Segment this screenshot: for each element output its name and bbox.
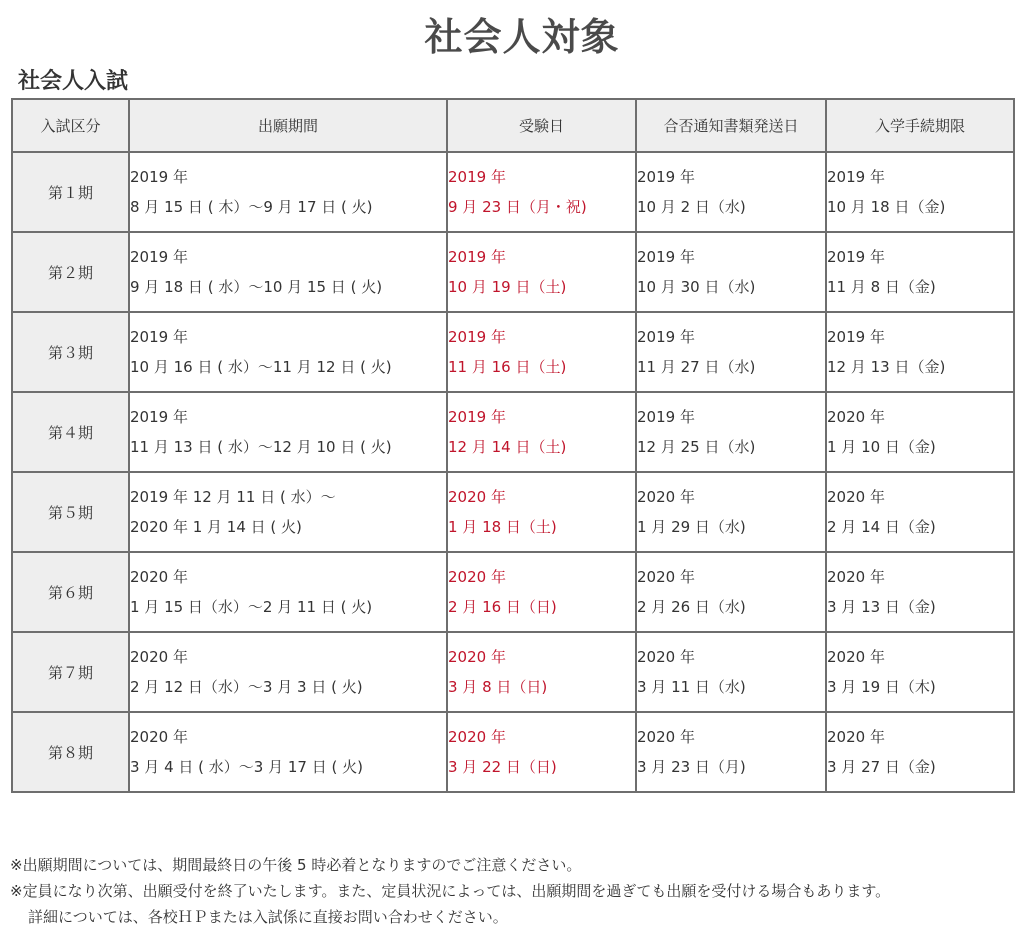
- application-cell: [129, 712, 447, 792]
- cell-line: 12 月 13 日（金): [827, 358, 946, 376]
- deadline-cell: [826, 632, 1014, 712]
- term-cell: 第１期: [12, 152, 129, 232]
- cell-line: 8 月 15 日 ( 木）～9 月 17 日 ( 火): [130, 198, 373, 216]
- cell-line: 2019 年: [637, 168, 695, 186]
- notification-cell: [636, 632, 826, 712]
- term-cell: 第８期: [12, 712, 129, 792]
- cell-line: 9 月 18 日 ( 水）～10 月 15 日 ( 火): [130, 278, 383, 296]
- table-row: [12, 712, 1014, 792]
- cell-line: 2020 年: [448, 648, 506, 666]
- table-row: [12, 232, 1014, 312]
- note-capacity: ※定員になり次第、出願受付を終了いたします。また、定員状況によっては、出願期間を過ぎても出願を受付ける場合もあります。: [10, 882, 891, 900]
- application-cell: [129, 312, 447, 392]
- cell-line: 3 月 4 日 ( 水）～3 月 17 日 ( 火): [130, 758, 363, 776]
- deadline-cell: [826, 552, 1014, 632]
- header-notification-date: 合否通知書類発送日: [636, 99, 826, 152]
- table-row: [12, 392, 1014, 472]
- deadline-cell: [826, 152, 1014, 232]
- cell-line: 2019 年: [448, 248, 506, 266]
- exam-cell: [447, 232, 636, 312]
- cell-line: 2020 年: [130, 728, 188, 746]
- table-header-row: [12, 99, 1014, 152]
- cell-line: 2019 年 12 月 11 日 ( 水）～: [130, 488, 336, 506]
- exam-cell: [447, 712, 636, 792]
- cell-line: 2 月 26 日（水): [637, 598, 746, 616]
- cell-line: 10 月 19 日（土): [448, 278, 567, 296]
- header-term: 入試区分: [12, 99, 129, 152]
- cell-line: 11 月 16 日（土): [448, 358, 567, 376]
- cell-line: 11 月 27 日（水): [637, 358, 756, 376]
- cell-line: 2020 年: [827, 568, 885, 586]
- cell-line: 2020 年: [827, 488, 885, 506]
- exam-cell: [447, 152, 636, 232]
- cell-line: 2 月 14 日（金): [827, 518, 936, 536]
- notification-cell: [636, 152, 826, 232]
- cell-line: 2019 年: [637, 248, 695, 266]
- deadline-cell: [826, 232, 1014, 312]
- cell-line: 2020 年: [637, 648, 695, 666]
- exam-cell: [447, 392, 636, 472]
- cell-line: 11 月 13 日 ( 水）～12 月 10 日 ( 火): [130, 438, 392, 456]
- cell-line: 2019 年: [637, 408, 695, 426]
- deadline-cell: [826, 392, 1014, 472]
- notification-cell: [636, 552, 826, 632]
- cell-line: 2020 年: [130, 568, 188, 586]
- cell-line: 3 月 13 日（金): [827, 598, 936, 616]
- deadline-cell: [826, 312, 1014, 392]
- exam-cell: [447, 632, 636, 712]
- cell-line: 2019 年: [130, 408, 188, 426]
- term-cell: 第３期: [12, 312, 129, 392]
- term-cell: 第５期: [12, 472, 129, 552]
- cell-line: 2020 年: [827, 728, 885, 746]
- notification-cell: [636, 392, 826, 472]
- cell-line: 3 月 27 日（金): [827, 758, 936, 776]
- cell-line: 1 月 10 日（金): [827, 438, 936, 456]
- cell-line: 2020 年: [637, 488, 695, 506]
- header-enrollment-deadline: 入学手続期限: [826, 99, 1014, 152]
- notification-cell: [636, 232, 826, 312]
- cell-line: 1 月 29 日（水): [637, 518, 746, 536]
- table-row: [12, 152, 1014, 232]
- exam-cell: [447, 312, 636, 392]
- cell-line: 2019 年: [827, 248, 885, 266]
- cell-line: 10 月 18 日（金): [827, 198, 946, 216]
- cell-line: 2019 年: [448, 408, 506, 426]
- cell-line: 12 月 14 日（土): [448, 438, 567, 456]
- application-cell: [129, 472, 447, 552]
- cell-line: 2020 年: [448, 728, 506, 746]
- header-application-period: 出願期間: [129, 99, 447, 152]
- cell-line: 9 月 23 日（月・祝): [448, 198, 587, 216]
- application-cell: [129, 552, 447, 632]
- cell-line: 2020 年: [827, 648, 885, 666]
- application-cell: [129, 632, 447, 712]
- cell-line: 2019 年: [448, 328, 506, 346]
- cell-line: 12 月 25 日（水): [637, 438, 756, 456]
- cell-line: 2019 年: [130, 248, 188, 266]
- deadline-cell: [826, 712, 1014, 792]
- cell-line: 2019 年: [448, 168, 506, 186]
- cell-line: 10 月 16 日 ( 水）～11 月 12 日 ( 火): [130, 358, 392, 376]
- term-cell: 第６期: [12, 552, 129, 632]
- header-exam-date: 受験日: [447, 99, 636, 152]
- cell-line: 2019 年: [637, 328, 695, 346]
- cell-line: 3 月 11 日（水): [637, 678, 746, 696]
- cell-line: 2019 年: [130, 168, 188, 186]
- notification-cell: [636, 472, 826, 552]
- table-row: [12, 552, 1014, 632]
- application-cell: [129, 392, 447, 472]
- table-row: [12, 632, 1014, 712]
- cell-line: 2019 年: [827, 168, 885, 186]
- cell-line: 2020 年: [130, 648, 188, 666]
- cell-line: 2020 年: [637, 568, 695, 586]
- cell-line: 2019 年: [827, 328, 885, 346]
- cell-line: 2020 年 1 月 14 日 ( 火): [130, 518, 302, 536]
- cell-line: 3 月 22 日（日): [448, 758, 557, 776]
- cell-line: 3 月 19 日（木): [827, 678, 936, 696]
- term-cell: 第７期: [12, 632, 129, 712]
- cell-line: 3 月 23 日（月): [637, 758, 746, 776]
- cell-line: 2 月 16 日（日): [448, 598, 557, 616]
- cell-line: 1 月 15 日（水）～2 月 11 日 ( 火): [130, 598, 373, 616]
- term-cell: 第２期: [12, 232, 129, 312]
- cell-line: 2 月 12 日（水）～3 月 3 日 ( 火): [130, 678, 363, 696]
- cell-line: 2019 年: [130, 328, 188, 346]
- deadline-cell: [826, 472, 1014, 552]
- section-title: 社会人入試: [18, 69, 129, 94]
- notes: [10, 852, 1015, 930]
- cell-line: 2020 年: [448, 488, 506, 506]
- term-cell: 第４期: [12, 392, 129, 472]
- application-cell: [129, 152, 447, 232]
- notification-cell: [636, 312, 826, 392]
- application-cell: [129, 232, 447, 312]
- note-deadline: ※出願期間については、期間最終日の午後 5 時必着となりますのでご注意ください。: [10, 856, 582, 874]
- cell-line: 10 月 30 日（水): [637, 278, 756, 296]
- cell-line: 1 月 18 日（土): [448, 518, 557, 536]
- notification-cell: [636, 712, 826, 792]
- schedule-table: [11, 98, 1015, 793]
- exam-cell: [447, 472, 636, 552]
- exam-cell: [447, 552, 636, 632]
- cell-line: 3 月 8 日（日): [448, 678, 548, 696]
- note-contact: 詳細については、各校ＨＰまたは入試係に直接お問い合わせください。: [28, 908, 508, 926]
- cell-line: 2020 年: [827, 408, 885, 426]
- table-row: [12, 312, 1014, 392]
- page-title: 社会人対象: [424, 15, 620, 59]
- table-row: [12, 472, 1014, 552]
- cell-line: 11 月 8 日（金): [827, 278, 936, 296]
- cell-line: 2020 年: [637, 728, 695, 746]
- cell-line: 2020 年: [448, 568, 506, 586]
- cell-line: 10 月 2 日（水): [637, 198, 746, 216]
